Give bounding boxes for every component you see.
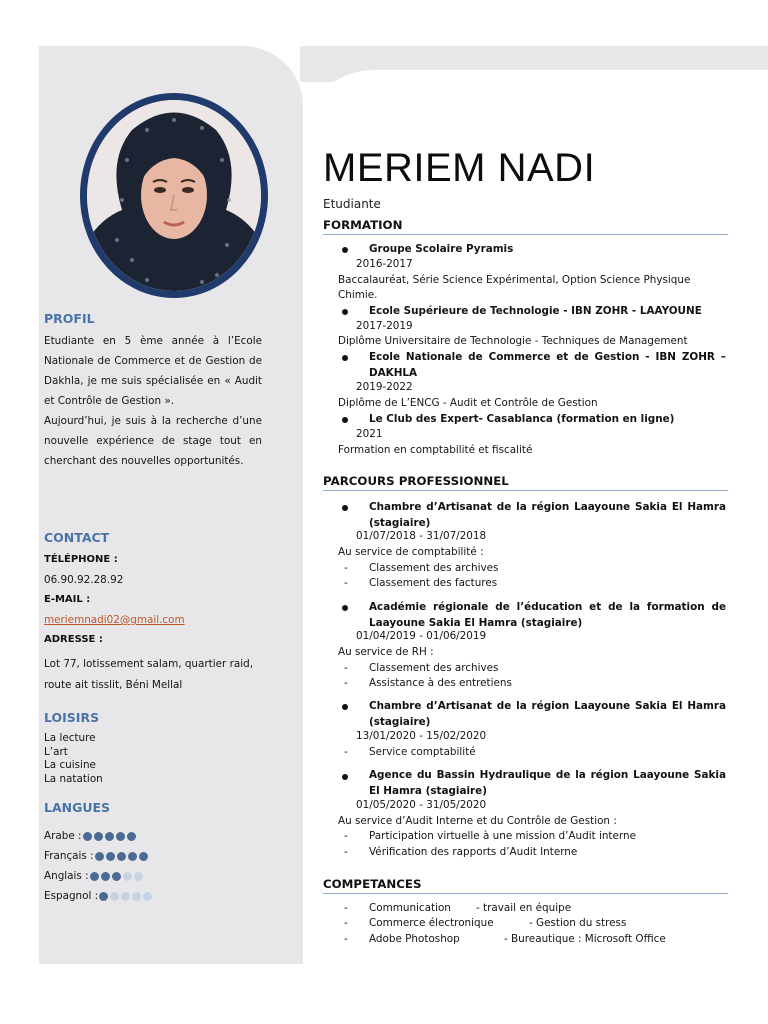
- dash-icon: -: [344, 662, 348, 674]
- parcours-service: Au service de RH :: [338, 646, 434, 658]
- loisirs-title: LOISIRS: [44, 710, 100, 725]
- dash-icon: -: [344, 917, 348, 929]
- bullet-icon: [342, 605, 348, 611]
- bullet-icon: [342, 355, 348, 361]
- level-dot-empty-icon: [132, 892, 141, 901]
- formation-title: FORMATION: [323, 218, 728, 235]
- dash-icon: -: [344, 846, 348, 858]
- level-dot-filled-icon: [105, 832, 114, 841]
- dash-icon: -: [344, 830, 348, 842]
- parcours-dates: 13/01/2020 - 15/02/2020: [356, 730, 487, 742]
- language-label: Espagnol :: [44, 890, 99, 902]
- formation-desc: Diplôme Universitaire de Technologie - Techniques de Management: [338, 335, 688, 347]
- bullet-icon: [342, 704, 348, 710]
- profil-text: [44, 331, 262, 471]
- dash-icon: -: [344, 746, 348, 758]
- formation-dates: 2017-2019: [356, 320, 413, 332]
- list-item: La natation: [44, 772, 103, 785]
- parcours-task: Vérification des rapports d’Audit Interne: [369, 846, 578, 858]
- formation-school: Ecole Supérieure de Technologie - IBN ZOHR - LAAYOUNE: [369, 305, 702, 317]
- formation-desc: Diplôme de L’ENCG - Audit et Contrôle de Gestion: [338, 397, 598, 409]
- full-name: MERIEM NADI: [323, 146, 596, 190]
- langues-title: LANGUES: [44, 800, 111, 815]
- parcours-org: Académie régionale de l’éducation et de la formation de Laayoune Sakia El Hamra (stagiaire): [369, 601, 726, 629]
- language-level-dots: [83, 832, 136, 841]
- competence-b: - Bureautique : Microsoft Office: [504, 933, 666, 945]
- phone-label: TÉLÉPHONE :: [44, 554, 118, 565]
- contact-title: CONTACT: [44, 530, 110, 545]
- list-item: L’art: [44, 745, 68, 758]
- formation-desc: Baccalauréat, Série Science Expérimental, Option Science Physique: [338, 274, 691, 286]
- profil-paragraph-2: Aujourd’hui, je suis à la recherche d’une nouvelle expérience de stage tout en cherchant des nouvelles opportunités.: [44, 415, 262, 467]
- bullet-icon: [342, 505, 348, 511]
- bullet-icon: [342, 309, 348, 315]
- competences-title: COMPETANCES: [323, 877, 728, 894]
- parcours-dates: 01/04/2019 - 01/06/2019: [356, 630, 487, 642]
- bullet-icon: [342, 417, 348, 423]
- email-link[interactable]: meriemnadi02@gmail.com: [44, 614, 185, 626]
- level-dot-filled-icon: [99, 892, 108, 901]
- level-dot-filled-icon: [127, 832, 136, 841]
- language-label: Anglais :: [44, 870, 89, 882]
- parcours-dates: 01/07/2018 - 31/07/2018: [356, 530, 487, 542]
- parcours-service: Au service d’Audit Interne et du Contrôle de Gestion :: [338, 815, 617, 827]
- level-dot-filled-icon: [106, 852, 115, 861]
- level-dot-filled-icon: [112, 872, 121, 881]
- profil-title: PROFIL: [44, 311, 95, 326]
- formation-desc: Formation en comptabilité et fiscalité: [338, 444, 533, 456]
- email-label: E-MAIL :: [44, 594, 91, 605]
- parcours-task: Participation virtuelle à une mission d’Audit interne: [369, 830, 636, 842]
- formation-school: Ecole Nationale de Commerce et de Gestion - IBN ZOHR – DAKHLA: [369, 351, 726, 379]
- loisirs-list: [44, 732, 103, 786]
- bullet-icon: [342, 774, 348, 780]
- phone-value: 06.90.92.28.92: [44, 574, 124, 586]
- level-dot-filled-icon: [117, 852, 126, 861]
- language-label: Arabe :: [44, 830, 82, 842]
- language-row-anglais: [44, 870, 143, 882]
- list-item: La lecture: [44, 732, 96, 744]
- level-dot-filled-icon: [116, 832, 125, 841]
- level-dot-filled-icon: [90, 872, 99, 881]
- level-dot-filled-icon: [94, 832, 103, 841]
- competence-a: Communication: [369, 902, 451, 914]
- competence-a: Commerce électronique: [369, 917, 494, 929]
- competence-b: - travail en équipe: [476, 902, 572, 914]
- parcours-dates: 01/05/2020 - 31/05/2020: [356, 799, 487, 811]
- level-dot-empty-icon: [121, 892, 130, 901]
- formation-desc-cont: Chimie.: [338, 289, 378, 301]
- list-item: La cuisine: [44, 759, 96, 771]
- dash-icon: -: [344, 933, 348, 945]
- language-label: Français :: [44, 850, 94, 862]
- bullet-icon: [342, 247, 348, 253]
- parcours-task: Classement des archives: [369, 562, 499, 574]
- person-portrait-icon: [87, 100, 261, 291]
- parcours-org: Chambre d’Artisanat de la région Laayoune Sakia El Hamra (stagiaire): [369, 501, 726, 529]
- level-dot-filled-icon: [95, 852, 104, 861]
- dash-icon: -: [344, 577, 348, 589]
- parcours-org: Agence du Bassin Hydraulique de la région Laayoune Sakia El Hamra (stagiaire): [369, 769, 726, 797]
- dash-icon: -: [344, 902, 348, 914]
- competence-b: - Gestion du stress: [529, 917, 627, 929]
- formation-school: Groupe Scolaire Pyramis: [369, 243, 514, 255]
- level-dot-filled-icon: [128, 852, 137, 861]
- language-level-dots: [99, 892, 152, 901]
- level-dot-empty-icon: [143, 892, 152, 901]
- parcours-task: Classement des factures: [369, 577, 498, 589]
- formation-dates: 2021: [356, 428, 383, 440]
- level-dot-filled-icon: [83, 832, 92, 841]
- address-label: ADRESSE :: [44, 634, 103, 645]
- dash-icon: -: [344, 677, 348, 689]
- parcours-task: Assistance à des entretiens: [369, 677, 512, 689]
- competence-a: Adobe Photoshop: [369, 933, 460, 945]
- parcours-title: PARCOURS PROFESSIONNEL: [323, 474, 728, 491]
- formation-dates: 2016-2017: [356, 258, 413, 270]
- dash-icon: -: [344, 562, 348, 574]
- address-value: Lot 77, lotissement salam, quartier raid, route ait tisslit, Béni Mellal: [44, 658, 254, 691]
- parcours-org: Chambre d’Artisanat de la région Laayoune Sakia El Hamra (stagiaire): [369, 700, 726, 728]
- profile-photo: [87, 100, 261, 291]
- parcours-task: Classement des archives: [369, 662, 499, 674]
- language-row-arabe: [44, 830, 136, 842]
- level-dot-empty-icon: [134, 872, 143, 881]
- language-level-dots: [90, 872, 143, 881]
- formation-dates: 2019-2022: [356, 381, 413, 393]
- level-dot-empty-icon: [110, 892, 119, 901]
- parcours-service: Au service de comptabilité :: [338, 546, 484, 558]
- level-dot-filled-icon: [101, 872, 110, 881]
- level-dot-empty-icon: [123, 872, 132, 881]
- parcours-task: Service comptabilité: [369, 746, 476, 758]
- level-dot-filled-icon: [139, 852, 148, 861]
- job-subtitle: Etudiante: [323, 197, 381, 211]
- language-row-francais: [44, 850, 148, 862]
- language-level-dots: [95, 852, 148, 861]
- language-row-espagnol: [44, 890, 152, 902]
- formation-school: Le Club des Expert- Casablanca (formation en ligne): [369, 413, 675, 425]
- profil-paragraph-1: Etudiante en 5 ème année à l’Ecole Nationale de Commerce et de Gestion de Dakhla, je me suis spécialisée en « Audit et Contrôle de Gestion ».: [44, 335, 262, 407]
